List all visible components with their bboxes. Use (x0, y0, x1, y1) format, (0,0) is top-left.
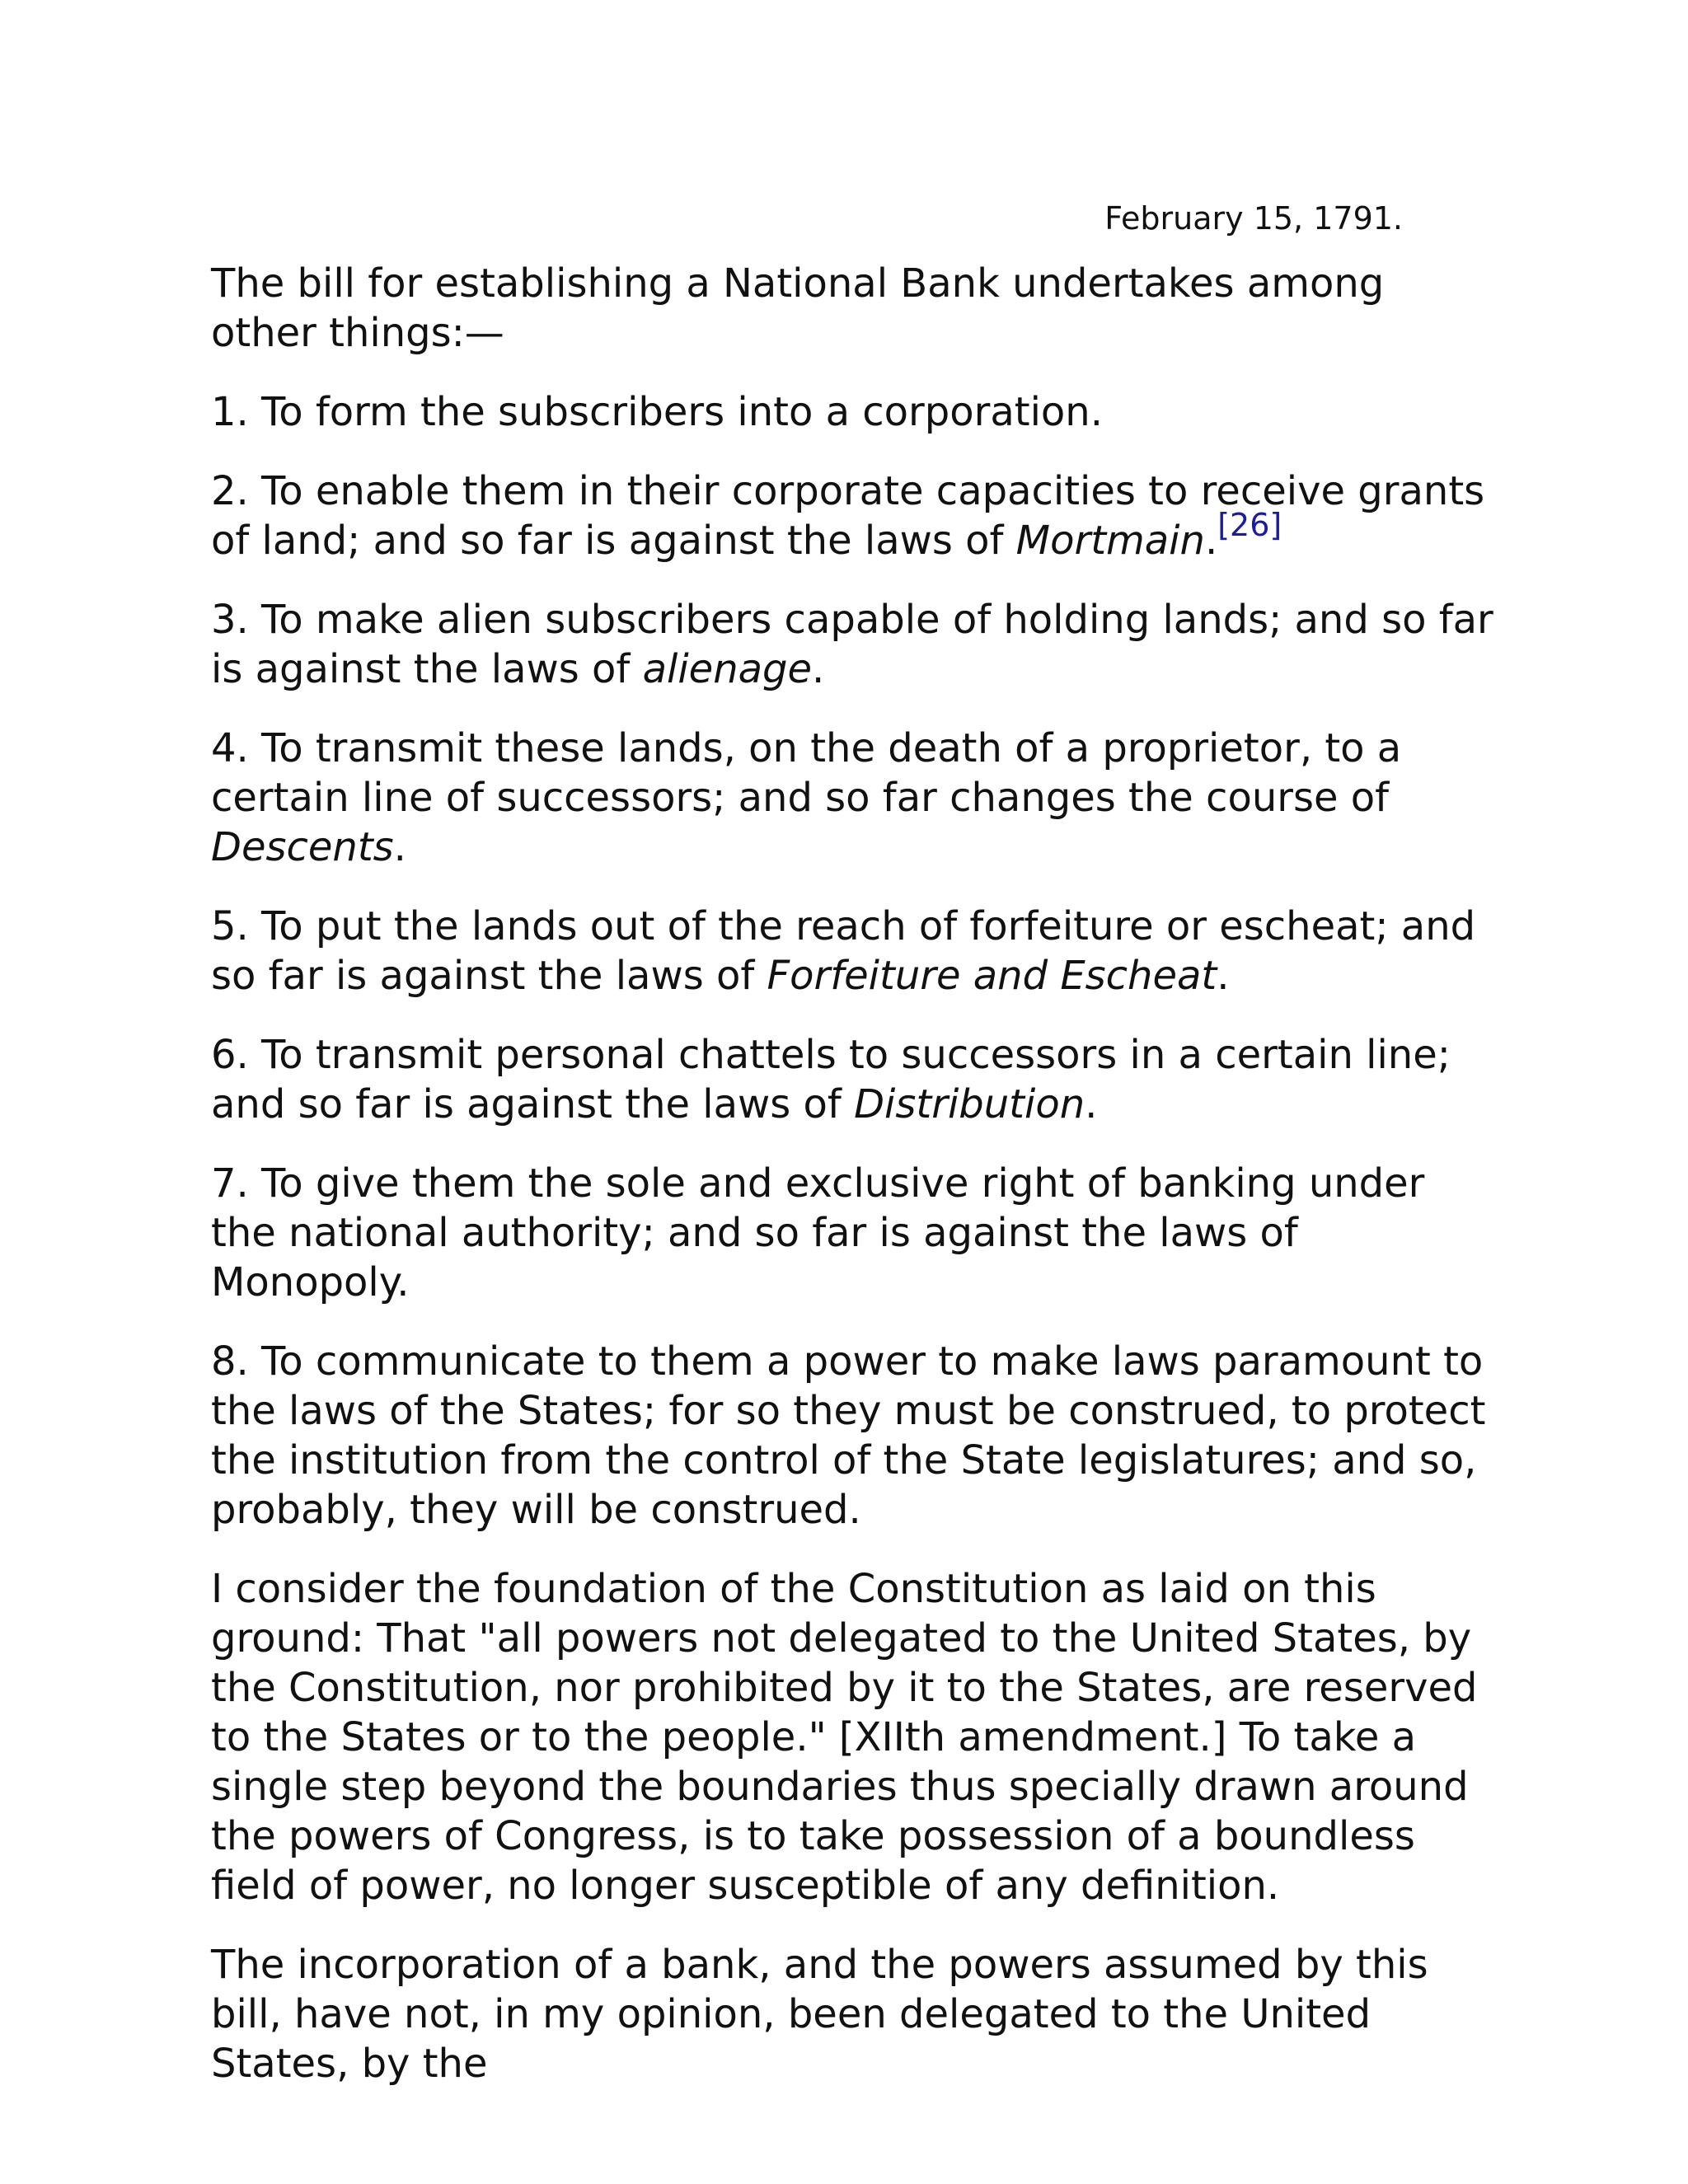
item-text: 6. To transmit personal chattels to successors in a certain line; and so far is against the laws of (211, 1032, 1451, 1127)
item-emphasis: Forfeiture and Escheat (767, 953, 1217, 999)
list-item-3 (211, 595, 1497, 694)
foundation-paragraph: I consider the foundation of the Constitution as laid on this ground: That "all powers not delegated to the United States, by the Constitution, nor prohibited by it to the States, are reserved to the States or to the people." [XIIth amendment.] To take a single step beyond the boundaries thus specially drawn around the powers of Congress, is to take possession of a boundless field of power, no longer susceptible of any definition. (211, 1566, 1478, 1909)
list-item-2 (211, 466, 1497, 565)
item-emphasis: alienage (642, 646, 813, 692)
item-emphasis: Distribution (854, 1081, 1085, 1127)
item-punctuation: . (393, 824, 406, 870)
list-item-1 (211, 387, 1497, 437)
item-text: 8. To communicate to them a power to make laws paramount to the laws of the States; for so they must be construed, to protect the institution from the control of the State legislatures; and so, probably, they will be construed. (211, 1338, 1486, 1533)
item-text: 1. To form the subscribers into a corporation. (211, 389, 1103, 435)
item-text: 5. To put the lands out of the reach of forfeiture or escheat; and so far is against the laws of (211, 903, 1476, 999)
item-punctuation: . (812, 646, 825, 692)
item-punctuation: . (1085, 1081, 1098, 1127)
list-item-7 (211, 1159, 1497, 1307)
list-item-6 (211, 1030, 1497, 1129)
item-punctuation: . (1217, 953, 1230, 999)
footnote-link[interactable]: [26] (1217, 507, 1282, 543)
item-text: 4. To transmit these lands, on the death of a proprietor, to a certain line of successors; and so far changes the course of (211, 725, 1402, 821)
item-emphasis: Descents (211, 824, 394, 870)
item-text: 7. To give them the sole and exclusive right of banking under the national authority; and so far is against the laws of Monopoly. (211, 1160, 1425, 1305)
intro-paragraph: The bill for establishing a National Bank undertakes among other things:— (211, 260, 1385, 356)
item-text: 2. To enable them in their corporate capacities to receive grants of land; and so far is against the laws of (211, 468, 1485, 564)
list-item-4 (211, 724, 1497, 872)
item-text: 3. To make alien subscribers capable of holding lands; and so far is against the laws of (211, 597, 1493, 692)
list-item-5 (211, 902, 1497, 1001)
document-page (211, 198, 1497, 2118)
item-emphasis: Mortmain (1015, 518, 1205, 564)
letter-date: February 15, 1791. (1104, 200, 1403, 237)
item-punctuation: . (1204, 518, 1218, 564)
incorporation-paragraph: The incorporation of a bank, and the powers assumed by this bill, have not, in my opinion, been delegated to the United States, by the (211, 1942, 1428, 2087)
list-item-8 (211, 1337, 1497, 1535)
